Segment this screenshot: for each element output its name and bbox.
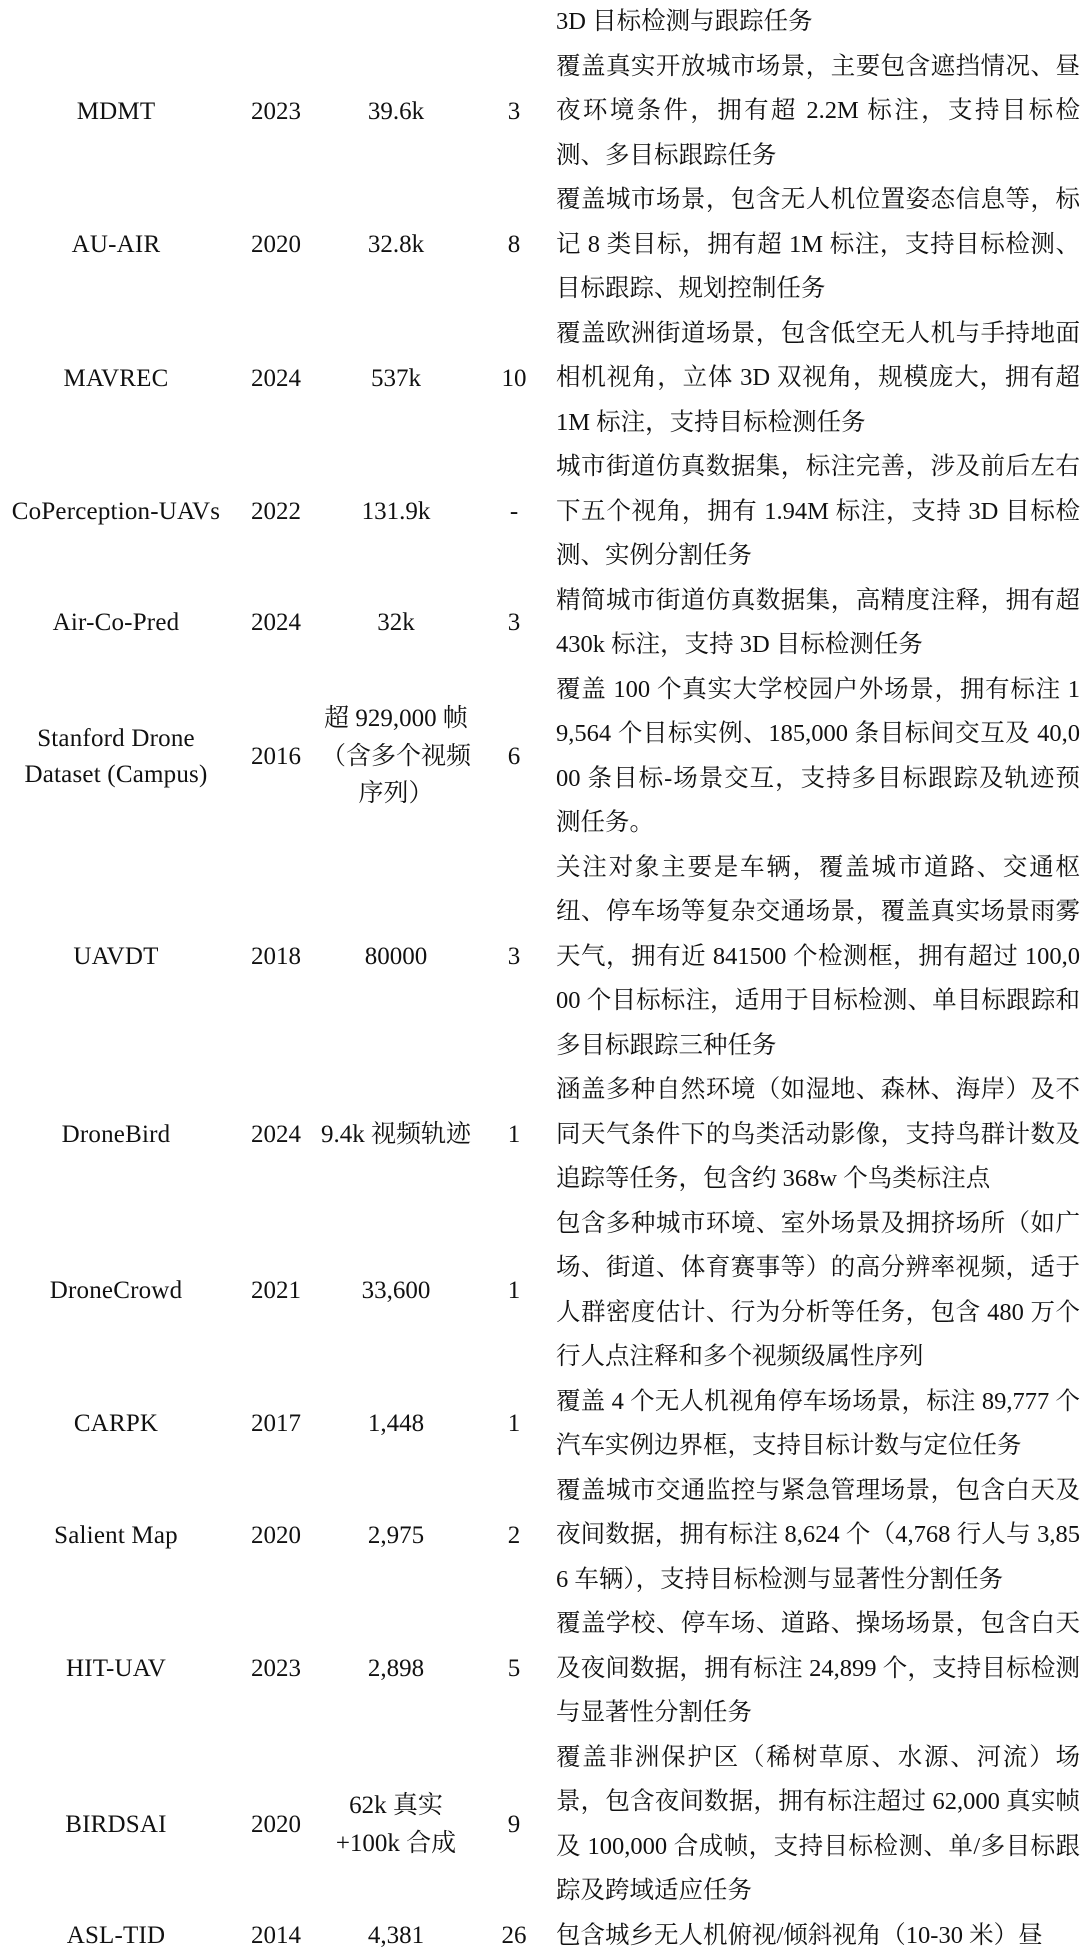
cell-dataset-name: Stanford Drone Dataset (Campus)	[0, 668, 232, 846]
cell-classes: 2	[472, 1469, 556, 1603]
cell-description: 覆盖城市交通监控与紧急管理场景，包含白天及夜间数据，拥有标注 8,624 个（4,768 行人与 3,856 车辆），支持目标检测与显著性分割任务	[556, 1469, 1080, 1603]
cell-description: 关注对象主要是车辆，覆盖城市道路、交通枢纽、停车场等复杂交通场景，覆盖真实场景雨雾天气，拥有近 841500 个检测框，拥有超过 100,000 个目标标注，适用于目标检测、单目标跟踪和多目标跟踪三种任务	[556, 846, 1080, 1069]
cell-frames: 2,898	[320, 1602, 472, 1736]
table-row	[0, 1736, 1080, 1914]
cell-frames: 4,381	[320, 1914, 472, 1958]
cell-dataset-name: BIRDSAI	[0, 1736, 232, 1914]
cell-classes: -	[472, 445, 556, 579]
cell-classes	[472, 0, 556, 45]
cell-description: 包含城乡无人机俯视/倾斜视角（10-30 米）昼	[556, 1914, 1080, 1958]
cell-description: 覆盖城市场景，包含无人机位置姿态信息等，标记 8 类目标，拥有超 1M 标注，支持目标检测、目标跟踪、规划控制任务	[556, 178, 1080, 312]
cell-frames: 32.8k	[320, 178, 472, 312]
cell-year: 2017	[232, 1380, 320, 1469]
cell-year: 2024	[232, 579, 320, 668]
cell-dataset-name: MDMT	[0, 45, 232, 179]
cell-frames: 80000	[320, 846, 472, 1069]
cell-classes: 1	[472, 1380, 556, 1469]
cell-frames: 超 929,000 帧（含多个视频序列）	[320, 668, 472, 846]
cell-frames	[320, 0, 472, 45]
cell-description: 包含多种城市环境、室外场景及拥挤场所（如广场、街道、体育赛事等）的高分辨率视频，适于人群密度估计、行为分析等任务，包含 480 万个行人点注释和多个视频级属性序列	[556, 1202, 1080, 1380]
cell-year: 2023	[232, 1602, 320, 1736]
cell-classes: 5	[472, 1602, 556, 1736]
table-row	[0, 45, 1080, 179]
cell-classes: 9	[472, 1736, 556, 1914]
cell-year: 2023	[232, 45, 320, 179]
cell-year: 2018	[232, 846, 320, 1069]
cell-frames: 33,600	[320, 1202, 472, 1380]
cell-year	[232, 0, 320, 45]
table-row	[0, 445, 1080, 579]
cell-year: 2020	[232, 1469, 320, 1603]
cell-year: 2024	[232, 312, 320, 446]
cell-description: 覆盖 100 个真实大学校园户外场景，拥有标注 19,564 个目标实例、185,000 条目标间交互及 40,000 条目标-场景交互，支持多目标跟踪及轨迹预测任务。	[556, 668, 1080, 846]
cell-classes: 10	[472, 312, 556, 446]
table-row	[0, 312, 1080, 446]
cell-year: 2020	[232, 178, 320, 312]
cell-dataset-name	[0, 0, 232, 45]
cell-year: 2021	[232, 1202, 320, 1380]
cell-classes: 8	[472, 178, 556, 312]
cell-year: 2020	[232, 1736, 320, 1914]
cell-classes: 3	[472, 846, 556, 1069]
table-row	[0, 846, 1080, 1069]
cell-classes: 1	[472, 1202, 556, 1380]
cell-dataset-name: ASL-TID	[0, 1914, 232, 1958]
cell-dataset-name: Air-Co-Pred	[0, 579, 232, 668]
cell-year: 2024	[232, 1068, 320, 1202]
cell-frames: 39.6k	[320, 45, 472, 179]
cell-frames: 131.9k	[320, 445, 472, 579]
table-row-continuation	[0, 0, 1080, 45]
cell-description: 城市街道仿真数据集，标注完善，涉及前后左右下五个视角，拥有 1.94M 标注，支持 3D 目标检测、实例分割任务	[556, 445, 1080, 579]
cell-dataset-name: CARPK	[0, 1380, 232, 1469]
table-row	[0, 1202, 1080, 1380]
cell-description: 精简城市街道仿真数据集，高精度注释，拥有超 430k 标注，支持 3D 目标检测任务	[556, 579, 1080, 668]
cell-description: 覆盖学校、停车场、道路、操场场景，包含白天及夜间数据，拥有标注 24,899 个，支持目标检测与显著性分割任务	[556, 1602, 1080, 1736]
cell-classes: 1	[472, 1068, 556, 1202]
cell-frames: 32k	[320, 579, 472, 668]
table-row	[0, 1380, 1080, 1469]
cell-description: 涵盖多种自然环境（如湿地、森林、海岸）及不同天气条件下的鸟类活动影像，支持鸟群计数及追踪等任务，包含约 368w 个鸟类标注点	[556, 1068, 1080, 1202]
cell-description: 覆盖欧洲街道场景，包含低空无人机与手持地面相机视角，立体 3D 双视角，规模庞大，拥有超 1M 标注，支持目标检测任务	[556, 312, 1080, 446]
cell-year: 2016	[232, 668, 320, 846]
table-row	[0, 1068, 1080, 1202]
table-row	[0, 178, 1080, 312]
cell-dataset-name: CoPerception-UAVs	[0, 445, 232, 579]
cell-year: 2022	[232, 445, 320, 579]
cell-classes: 3	[472, 45, 556, 179]
cell-frames: 537k	[320, 312, 472, 446]
cell-frames: 2,975	[320, 1469, 472, 1603]
table-row	[0, 579, 1080, 668]
cell-frames: 62k 真实+100k 合成	[320, 1736, 472, 1914]
table-row	[0, 668, 1080, 846]
cell-dataset-name: MAVREC	[0, 312, 232, 446]
cell-dataset-name: UAVDT	[0, 846, 232, 1069]
cell-dataset-name: Salient Map	[0, 1469, 232, 1603]
cell-dataset-name: DroneBird	[0, 1068, 232, 1202]
cell-dataset-name: HIT-UAV	[0, 1602, 232, 1736]
table-row	[0, 1914, 1080, 1958]
cell-description: 覆盖 4 个无人机视角停车场场景，标注 89,777 个汽车实例边界框，支持目标计数与定位任务	[556, 1380, 1080, 1469]
table-row	[0, 1602, 1080, 1736]
cell-classes: 3	[472, 579, 556, 668]
table-row	[0, 1469, 1080, 1603]
cell-frames: 1,448	[320, 1380, 472, 1469]
cell-description: 覆盖真实开放城市场景，主要包含遮挡情况、昼夜环境条件，拥有超 2.2M 标注，支持目标检测、多目标跟踪任务	[556, 45, 1080, 179]
cell-dataset-name: DroneCrowd	[0, 1202, 232, 1380]
cell-classes: 6	[472, 668, 556, 846]
cell-frames: 9.4k 视频轨迹	[320, 1068, 472, 1202]
cell-description: 覆盖非洲保护区（稀树草原、水源、河流）场景，包含夜间数据，拥有标注超过 62,000 真实帧及 100,000 合成帧，支持目标检测、单/多目标跟踪及跨域适应任务	[556, 1736, 1080, 1914]
cell-year: 2014	[232, 1914, 320, 1958]
cell-description: 3D 目标检测与跟踪任务	[556, 0, 1080, 45]
cell-classes: 26	[472, 1914, 556, 1958]
cell-dataset-name: AU-AIR	[0, 178, 232, 312]
